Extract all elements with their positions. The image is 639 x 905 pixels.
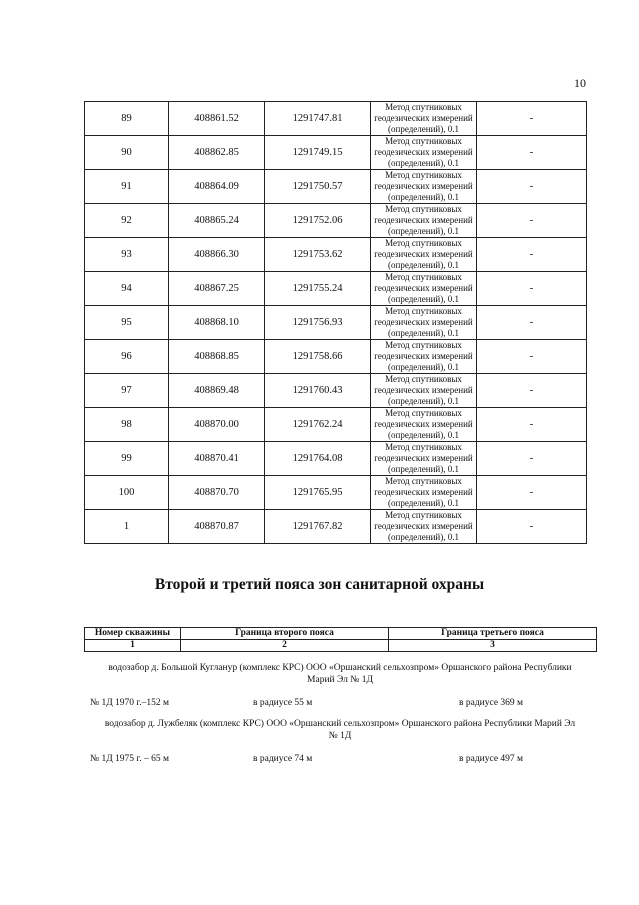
index-col-3: 3 [389,640,597,652]
method-cell [371,272,477,306]
coordinate-row [85,442,587,476]
method-cell [371,204,477,238]
well-2-id: № 1Д 1975 г. – 65 м [90,754,170,764]
method-line: геодезических измерений [374,215,473,225]
method-line: Метод спутниковых [385,510,462,520]
extra-value: - [477,102,587,136]
method-line: Метод спутниковых [385,340,462,350]
method-line: Метод спутниковых [385,204,462,214]
method-line: Метод спутниковых [385,272,462,282]
extra-value: - [477,510,587,544]
well-caption-line: водозабор д. Большой Кугланур (комплекс КРС) ООО «Оршанский сельхозпром» Оршанского района Республики [108,663,572,673]
point-number: 92 [85,204,169,238]
coordinate-row [85,136,587,170]
extra-value: - [477,476,587,510]
coord-x: 408867.25 [169,272,265,306]
method-line: геодезических измерений [374,181,473,191]
coord-y: 1291747.81 [265,102,371,136]
method-line: Метод спутниковых [385,170,462,180]
method-cell [371,510,477,544]
coord-y: 1291750.57 [265,170,371,204]
section-title: Второй и третий пояса зон санитарной охраны [154,576,485,593]
coord-y: 1291762.24 [265,408,371,442]
coordinate-row [85,102,587,136]
point-number: 99 [85,442,169,476]
coordinate-row [85,272,587,306]
method-line: геодезических измерений [374,419,473,429]
coordinate-row [85,374,587,408]
method-line: (определений), 0.1 [388,396,459,406]
header-second-zone: Граница второго пояса [181,628,389,640]
method-line: (определений), 0.1 [388,464,459,474]
extra-value: - [477,408,587,442]
well-1-id: № 1Д 1970 г.–152 м [90,698,170,708]
page-number: 10 [574,76,586,90]
well-2-zone3: в радиусе 497 м [459,754,524,764]
coord-y: 1291758.66 [265,340,371,374]
coord-x: 408868.10 [169,306,265,340]
extra-value: - [477,170,587,204]
extra-value: - [477,306,587,340]
method-line: Метод спутниковых [385,136,462,146]
method-cell [371,476,477,510]
method-line: (определений), 0.1 [388,532,459,542]
point-number: 91 [85,170,169,204]
point-number: 93 [85,238,169,272]
coordinates-table [84,101,587,544]
coordinate-row [85,510,587,544]
method-line: (определений), 0.1 [388,260,459,270]
method-line: геодезических измерений [374,453,473,463]
sanitary-zones-table [84,627,597,652]
well-caption-line: № 1Д [328,731,352,741]
point-number: 90 [85,136,169,170]
method-line: геодезических измерений [374,351,473,361]
coord-x: 408866.30 [169,238,265,272]
coordinate-row [85,204,587,238]
method-line: геодезических измерений [374,317,473,327]
extra-value: - [477,238,587,272]
method-line: геодезических измерений [374,385,473,395]
coord-x: 408869.48 [169,374,265,408]
method-line: Метод спутниковых [385,374,462,384]
point-number: 94 [85,272,169,306]
extra-value: - [477,374,587,408]
coord-x: 408870.00 [169,408,265,442]
method-line: (определений), 0.1 [388,328,459,338]
method-line: (определений), 0.1 [388,362,459,372]
well-caption-line: Марий Эл № 1Д [307,675,373,685]
extra-value: - [477,136,587,170]
zones-header-row [85,628,597,640]
coord-x: 408865.24 [169,204,265,238]
method-line: (определений), 0.1 [388,498,459,508]
extra-value: - [477,442,587,476]
coordinate-row [85,476,587,510]
point-number: 96 [85,340,169,374]
method-cell [371,442,477,476]
method-line: геодезических измерений [374,521,473,531]
coord-x: 408864.09 [169,170,265,204]
coord-y: 1291752.06 [265,204,371,238]
point-number: 95 [85,306,169,340]
method-line: Метод спутниковых [385,476,462,486]
method-line: Метод спутниковых [385,442,462,452]
coordinate-row [85,170,587,204]
point-number: 1 [85,510,169,544]
coord-y: 1291755.24 [265,272,371,306]
coord-y: 1291764.08 [265,442,371,476]
coord-x: 408870.70 [169,476,265,510]
well-1-zone3: в радиусе 369 м [459,698,524,708]
coord-y: 1291765.95 [265,476,371,510]
coord-x: 408870.41 [169,442,265,476]
coord-y: 1291749.15 [265,136,371,170]
point-number: 98 [85,408,169,442]
extra-value: - [477,272,587,306]
method-line: геодезических измерений [374,487,473,497]
method-cell [371,136,477,170]
well-1-zone2: в радиусе 55 м [253,698,313,708]
method-line: (определений), 0.1 [388,124,459,134]
coord-y: 1291756.93 [265,306,371,340]
point-number: 100 [85,476,169,510]
index-col-1: 1 [85,640,181,652]
coord-y: 1291753.62 [265,238,371,272]
index-col-2: 2 [181,640,389,652]
method-cell [371,170,477,204]
method-line: геодезических измерений [374,283,473,293]
method-line: Метод спутниковых [385,238,462,248]
method-cell [371,102,477,136]
method-line: Метод спутниковых [385,408,462,418]
method-line: (определений), 0.1 [388,226,459,236]
well-caption-1 [84,662,596,686]
coordinate-row [85,306,587,340]
coordinate-row [85,408,587,442]
coord-x: 408868.85 [169,340,265,374]
method-line: геодезических измерений [374,249,473,259]
method-line: (определений), 0.1 [388,430,459,440]
extra-value: - [477,340,587,374]
method-cell [371,238,477,272]
well-2-zone2: в радиусе 74 м [253,754,313,764]
method-line: Метод спутниковых [385,306,462,316]
coord-x: 408862.85 [169,136,265,170]
method-line: геодезических измерений [374,147,473,157]
method-cell [371,374,477,408]
method-cell [371,306,477,340]
method-line: (определений), 0.1 [388,192,459,202]
coordinate-row [85,238,587,272]
well-caption-line: водозабор д. Лужбеляк (комплекс КРС) ООО «Оршанский сельхозпром» Оршанского района Республики Марий Эл [104,719,576,729]
coord-y: 1291767.82 [265,510,371,544]
method-line: (определений), 0.1 [388,158,459,168]
coord-x: 408861.52 [169,102,265,136]
coordinate-row [85,340,587,374]
point-number: 97 [85,374,169,408]
well-caption-2 [84,718,596,742]
method-cell [371,408,477,442]
method-cell [371,340,477,374]
coord-y: 1291760.43 [265,374,371,408]
header-well-number: Номер скважины [85,628,181,640]
header-third-zone: Граница третьего пояса [389,628,597,640]
coord-x: 408870.87 [169,510,265,544]
method-line: (определений), 0.1 [388,294,459,304]
point-number: 89 [85,102,169,136]
extra-value: - [477,204,587,238]
method-line: геодезических измерений [374,113,473,123]
zones-index-row [85,640,597,652]
method-line: Метод спутниковых [385,102,462,112]
